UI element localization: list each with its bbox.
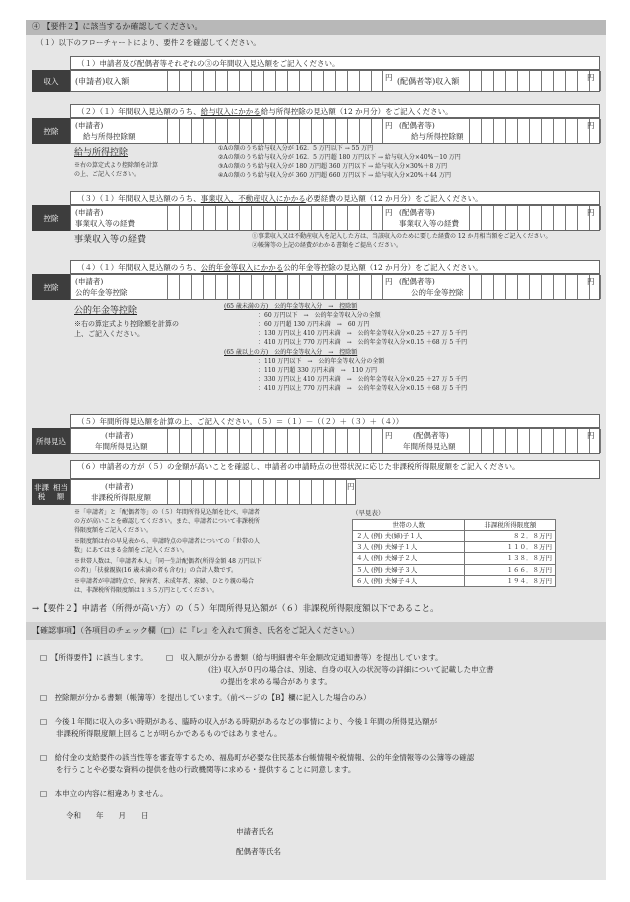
- table-cell: １１０．８万円: [465, 542, 556, 553]
- applicant-limit-field[interactable]: [167, 480, 347, 504]
- spouse-pension-field[interactable]: [469, 275, 601, 299]
- check-consent-1[interactable]: □ 給付金の支給要件の該当性等を審査等するため、福島町が必要な住民基本台帳情報や税情報、公的年金情報等の公簿等の確認: [40, 753, 475, 762]
- salary-calc-note-2: の上、ご記入ください。: [74, 171, 141, 178]
- table-header-household: 世帯の人数: [353, 520, 465, 531]
- yen-unit: 円: [587, 121, 595, 130]
- limit-note-1: ※「申請者」と「配偶者等」の（５）年間所得見込額を比べ、申請者: [74, 509, 261, 516]
- table-cell: ５人 (例) 夫婦子３人: [353, 564, 465, 575]
- yen-unit: 円: [587, 73, 595, 82]
- salary-side-label: 控除: [32, 118, 70, 144]
- estimate-row: [70, 428, 600, 454]
- check-no-discrepancy[interactable]: □ 本申立の内容に相違ありません。: [40, 789, 168, 798]
- business-header: [70, 191, 600, 205]
- limit-note-8: ※申請者が申請時点で、障害者、未成年者、寡婦、ひとり親の場合: [74, 578, 254, 585]
- spouse-pension-sub: 公的年金等控除: [411, 288, 464, 297]
- income-header: （１）申請者及び配偶者等それぞれの③の年間収入見込額をご記入ください。: [70, 56, 600, 70]
- table-header-limit: 非課税所得限度額: [465, 520, 556, 531]
- applicant-name-field[interactable]: [296, 838, 556, 858]
- spouse-business-label: (配偶者等): [399, 208, 435, 217]
- limit-note-4: ※限度額は右の早見表から、申請時点の申請者についての「世帯の人: [74, 538, 260, 545]
- pension-over65-2: ：110 万円超 330 万円未満 → 110 万円: [258, 367, 378, 374]
- applicant-limit-sub: 非課税所得限度額: [91, 493, 151, 502]
- pension-over65-3: ：330 万円以上 410 万円未満 → 公的年金等収入分×0.25 ＋27 万 5 千円: [258, 376, 468, 383]
- estimate-header: （５）年間所得見込額を計算の上、ご記入ください。（５）＝（１）－（（２）＋（３）＋（４））: [70, 414, 600, 428]
- applicant-business-label: (申請者): [75, 208, 104, 217]
- spouse-salary-label: (配偶者等): [399, 121, 435, 130]
- business-header-pre: （３）（１）年間収入見込額のうち、: [77, 194, 201, 203]
- table-cell: ４人 (例) 夫婦子２人: [353, 553, 465, 564]
- business-note-2: ②帳簿等の上記の経費がわかる書類をご提出ください。: [252, 242, 403, 249]
- table-cell: ６人 (例) 夫婦子４人: [353, 575, 465, 586]
- pension-header-underline: 公的年金等収入にかかる: [200, 263, 284, 272]
- salary-rule-2: ②Aの額のうち給与収入分が 162．5 万円超 180 万円以下 → 給与収入分×40%－10 万円: [218, 154, 461, 161]
- applicant-income-field[interactable]: [167, 71, 383, 91]
- limit-note-2: の方が高いことを確認してください。また、申請者について非課税所: [74, 518, 260, 525]
- income-row: [70, 70, 600, 92]
- pension-over65-4: ：410 万円以上 770 万円未満 → 公的年金等収入分×0.15 ＋68 万 5 千円: [258, 385, 468, 392]
- business-header-underline: 事業収入、不動産収入にかかる: [200, 194, 306, 203]
- business-note-1: ①事業収入又は不動産収入を記入した方は、当該収入のために要した経費の 12 か月相当額をご記入ください。: [252, 233, 552, 240]
- salary-rule-4: ④Aの額のうち給与収入分が 360 万円超 660 万円以下 → 給与収入分×20%＋44 万円: [218, 172, 451, 179]
- table-cell: ３人 (例) 夫婦子１人: [353, 542, 465, 553]
- applicant-estimate-label: (申請者): [105, 431, 134, 440]
- applicant-pension-field[interactable]: [167, 275, 383, 299]
- pension-over65-head: (65 歳以上の方) 公的年金等収入分 → 控除額: [224, 349, 358, 356]
- pension-side-label: 控除: [32, 274, 70, 300]
- spouse-name-label: 配偶者等氏名: [236, 847, 281, 856]
- business-side-label: 控除: [32, 205, 70, 231]
- limit-quick-table: [352, 519, 556, 587]
- check-income-document[interactable]: □ 収入額が分かる書類（給与明細書や年金額改定通知書等）を提出しています。: [166, 653, 443, 662]
- pension-calc-title: 公的年金等控除: [74, 306, 138, 316]
- limit-note-9: は、非課税所得限度額は１３５万円としてください。: [74, 587, 219, 594]
- pension-header-post: 公的年金等控除の見込額（12 か月分）をご記入ください。: [283, 263, 483, 272]
- requirement-2-form: [26, 20, 606, 880]
- spouse-business-sub: 事業収入等の経費: [399, 219, 459, 228]
- pension-under65-2: ：60 万円超 130 万円未満 → 60 万円: [258, 321, 370, 328]
- check-income-note-1: (注) 収入が０円の場合は、別途、自身の収入の状況等の詳細について記載した申立書: [208, 665, 494, 674]
- spouse-income-field[interactable]: [469, 71, 601, 91]
- business-row: [70, 205, 600, 231]
- applicant-estimate-sub: 年間所得見込額: [95, 442, 148, 451]
- salary-rule-3: ③Aの額のうち給与収入分が 180 万円超 360 万円以下 → 給与収入分×30%＋8 万円: [218, 163, 448, 170]
- table-cell: １９４．８万円: [465, 575, 556, 586]
- salary-rule-1: ①Aの額のうち給与収入分が 162．5 万円以下 → 55 万円: [218, 145, 374, 152]
- table-row: [353, 564, 556, 575]
- yen-unit: 円: [385, 431, 393, 440]
- table-cell: １６６．８万円: [465, 564, 556, 575]
- business-header-post: 必要経費の見込額（12 か月分）をご記入ください。: [305, 194, 483, 203]
- salary-calc-note-1: ※右の算定式より控除額を計算: [74, 162, 159, 169]
- date-line[interactable]: 令和 年 月 日: [66, 811, 149, 820]
- applicant-name-label: 申請者氏名: [236, 827, 274, 836]
- spouse-estimate-label: (配偶者等): [413, 431, 449, 440]
- yen-unit: 円: [385, 208, 393, 217]
- business-calc-title: 事業収入等の経費: [74, 235, 147, 245]
- applicant-business-field[interactable]: [167, 206, 383, 230]
- table-row: [353, 542, 556, 553]
- check-no-increase-2: 非課税所得限度額上回ることが明らかであるものではありません。: [56, 729, 282, 738]
- table-row: [353, 531, 556, 542]
- applicant-salary-sub: 給与所得控除額: [83, 132, 136, 141]
- limit-note-7: の者)」「扶養親族(16 歳未満の者も含む)」の合計人数です。: [74, 567, 238, 574]
- conclusion-text: →【要件２】申請者（所得が高い方）の（５）年間所得見込額が（６）非課税所得限度額以下であること。: [32, 604, 439, 614]
- applicant-pension-sub: 公的年金等控除: [75, 288, 128, 297]
- pension-calc-note-1: ※右の算定式より控除額を計算の: [74, 320, 179, 328]
- spouse-income-label: (配偶者等)収入額: [397, 77, 460, 86]
- spouse-salary-field[interactable]: [469, 119, 601, 143]
- salary-header-post: 給与所得控除の見込額（12 か月分）をご記入ください。: [260, 107, 453, 116]
- salary-header: [70, 104, 600, 118]
- table-cell: ８２．８万円: [465, 531, 556, 542]
- table-cell: ２人 (例) 夫(婦)子１人: [353, 531, 465, 542]
- check-income-requirement[interactable]: □ 【所得要件】に該当します。: [40, 653, 148, 662]
- spouse-estimate-field[interactable]: [469, 429, 601, 453]
- salary-calc-title: 給与所得控除: [74, 148, 129, 158]
- applicant-salary-field[interactable]: [167, 119, 383, 143]
- estimate-side-label: 所得見込: [32, 428, 70, 454]
- yen-unit: 円: [385, 277, 393, 286]
- applicant-pension-label: (申請者): [75, 277, 104, 286]
- spouse-estimate-sub: 年間所得見込額: [403, 442, 456, 451]
- limit-side-label: [32, 479, 70, 505]
- limit-note-6: ※世帯人数は、「申請者本人」「同一生計配偶者(所得金額 48 万円以下: [74, 558, 262, 565]
- limit-side-label-2: 相当額: [53, 483, 68, 501]
- spouse-pension-label: (配偶者等): [399, 277, 435, 286]
- pension-under65-1: ：60 万円以下 → 公的年金等収入分の全額: [258, 312, 381, 319]
- table-header-row: [353, 520, 556, 531]
- check-deduction-document[interactable]: □ 控除額が分かる書類（帳簿等）を提出しています。（前ページの【B】欄に記入した場合のみ）: [40, 693, 371, 702]
- salary-row: [70, 118, 600, 144]
- pension-header: [70, 260, 600, 274]
- pension-under65-4: ：410 万円以上 770 万円未満 → 公的年金等収入分×0.15 ＋68 万 5 千円: [258, 339, 468, 346]
- limit-note-3: 得限度額をご記入ください。: [74, 527, 153, 534]
- applicant-business-sub: 事業収入等の経費: [75, 219, 135, 228]
- salary-header-pre: （２）（１）年間収入見込額のうち、: [77, 107, 201, 116]
- applicant-limit-label: (申請者): [105, 482, 134, 491]
- pension-header-pre: （４）（１）年間収入見込額のうち、: [77, 263, 201, 272]
- yen-unit: 円: [385, 121, 393, 130]
- pension-over65-1: ：110 万円以下 → 公的年金等収入分の全額: [258, 358, 385, 365]
- quick-table-title: （早見表）: [352, 509, 385, 517]
- limit-note-5: 数」にあてはまる金額をご記入ください。: [74, 547, 189, 554]
- limit-header: （６）申請者の方が（５）の金額が高いことを確認し、申請者の申請時点の世帯状況に応じた非課税所得限度額をご記入ください。: [70, 460, 600, 479]
- yen-unit: 円: [587, 431, 595, 440]
- flow-intro: （１）以下のフローチャートにより、要件２を確認してください。: [36, 38, 261, 47]
- applicant-estimate-field[interactable]: [167, 429, 383, 453]
- yen-unit: 円: [587, 277, 595, 286]
- limit-row: [70, 479, 356, 505]
- table-cell: １３８．８万円: [465, 553, 556, 564]
- applicant-income-label: (申請者)収入額: [75, 77, 130, 86]
- table-row: [353, 575, 556, 586]
- spouse-name-field[interactable]: [296, 858, 556, 876]
- yen-unit: 円: [347, 482, 355, 491]
- section-title: ④ 【要件２】に該当するか確認してください。: [26, 20, 606, 35]
- applicant-salary-label: (申請者): [75, 121, 104, 130]
- pension-under65-3: ：130 万円以上 410 万円未満 → 公的年金等収入分×0.25 ＋27 万 5 千円: [258, 330, 468, 337]
- salary-header-underline: 給与収入にかかる: [200, 107, 261, 116]
- yen-unit: 円: [587, 208, 595, 217]
- yen-unit: 円: [385, 73, 393, 82]
- income-side-label: 収入: [32, 70, 70, 92]
- table-row: [353, 553, 556, 564]
- spouse-business-field[interactable]: [469, 206, 601, 230]
- limit-side-label-1: 非課税: [34, 483, 49, 501]
- spouse-salary-sub: 給与所得控除額: [411, 132, 464, 141]
- pension-under65-head: (65 歳未満の方) 公的年金等収入分 → 控除額: [224, 303, 358, 310]
- check-income-note-2: の提出を求める場合があります。: [220, 677, 332, 686]
- check-no-increase-1[interactable]: □ 今後１年間に収入の多い時期がある、臨時の収入がある時期があるなどの事情により、今後１年間の所得見込額が: [40, 717, 438, 726]
- pension-calc-note-2: 上、ご記入ください。: [74, 330, 144, 338]
- confirm-header: 【確認事項】（各項目のチェック欄（□）に『レ』を入れて頂き、氏名をご記入ください。）: [32, 626, 359, 635]
- check-consent-2: を行うことや必要な資料の提供を他の行政機関等に求める・提供することに同意します。: [56, 765, 356, 774]
- pension-row: [70, 274, 600, 300]
